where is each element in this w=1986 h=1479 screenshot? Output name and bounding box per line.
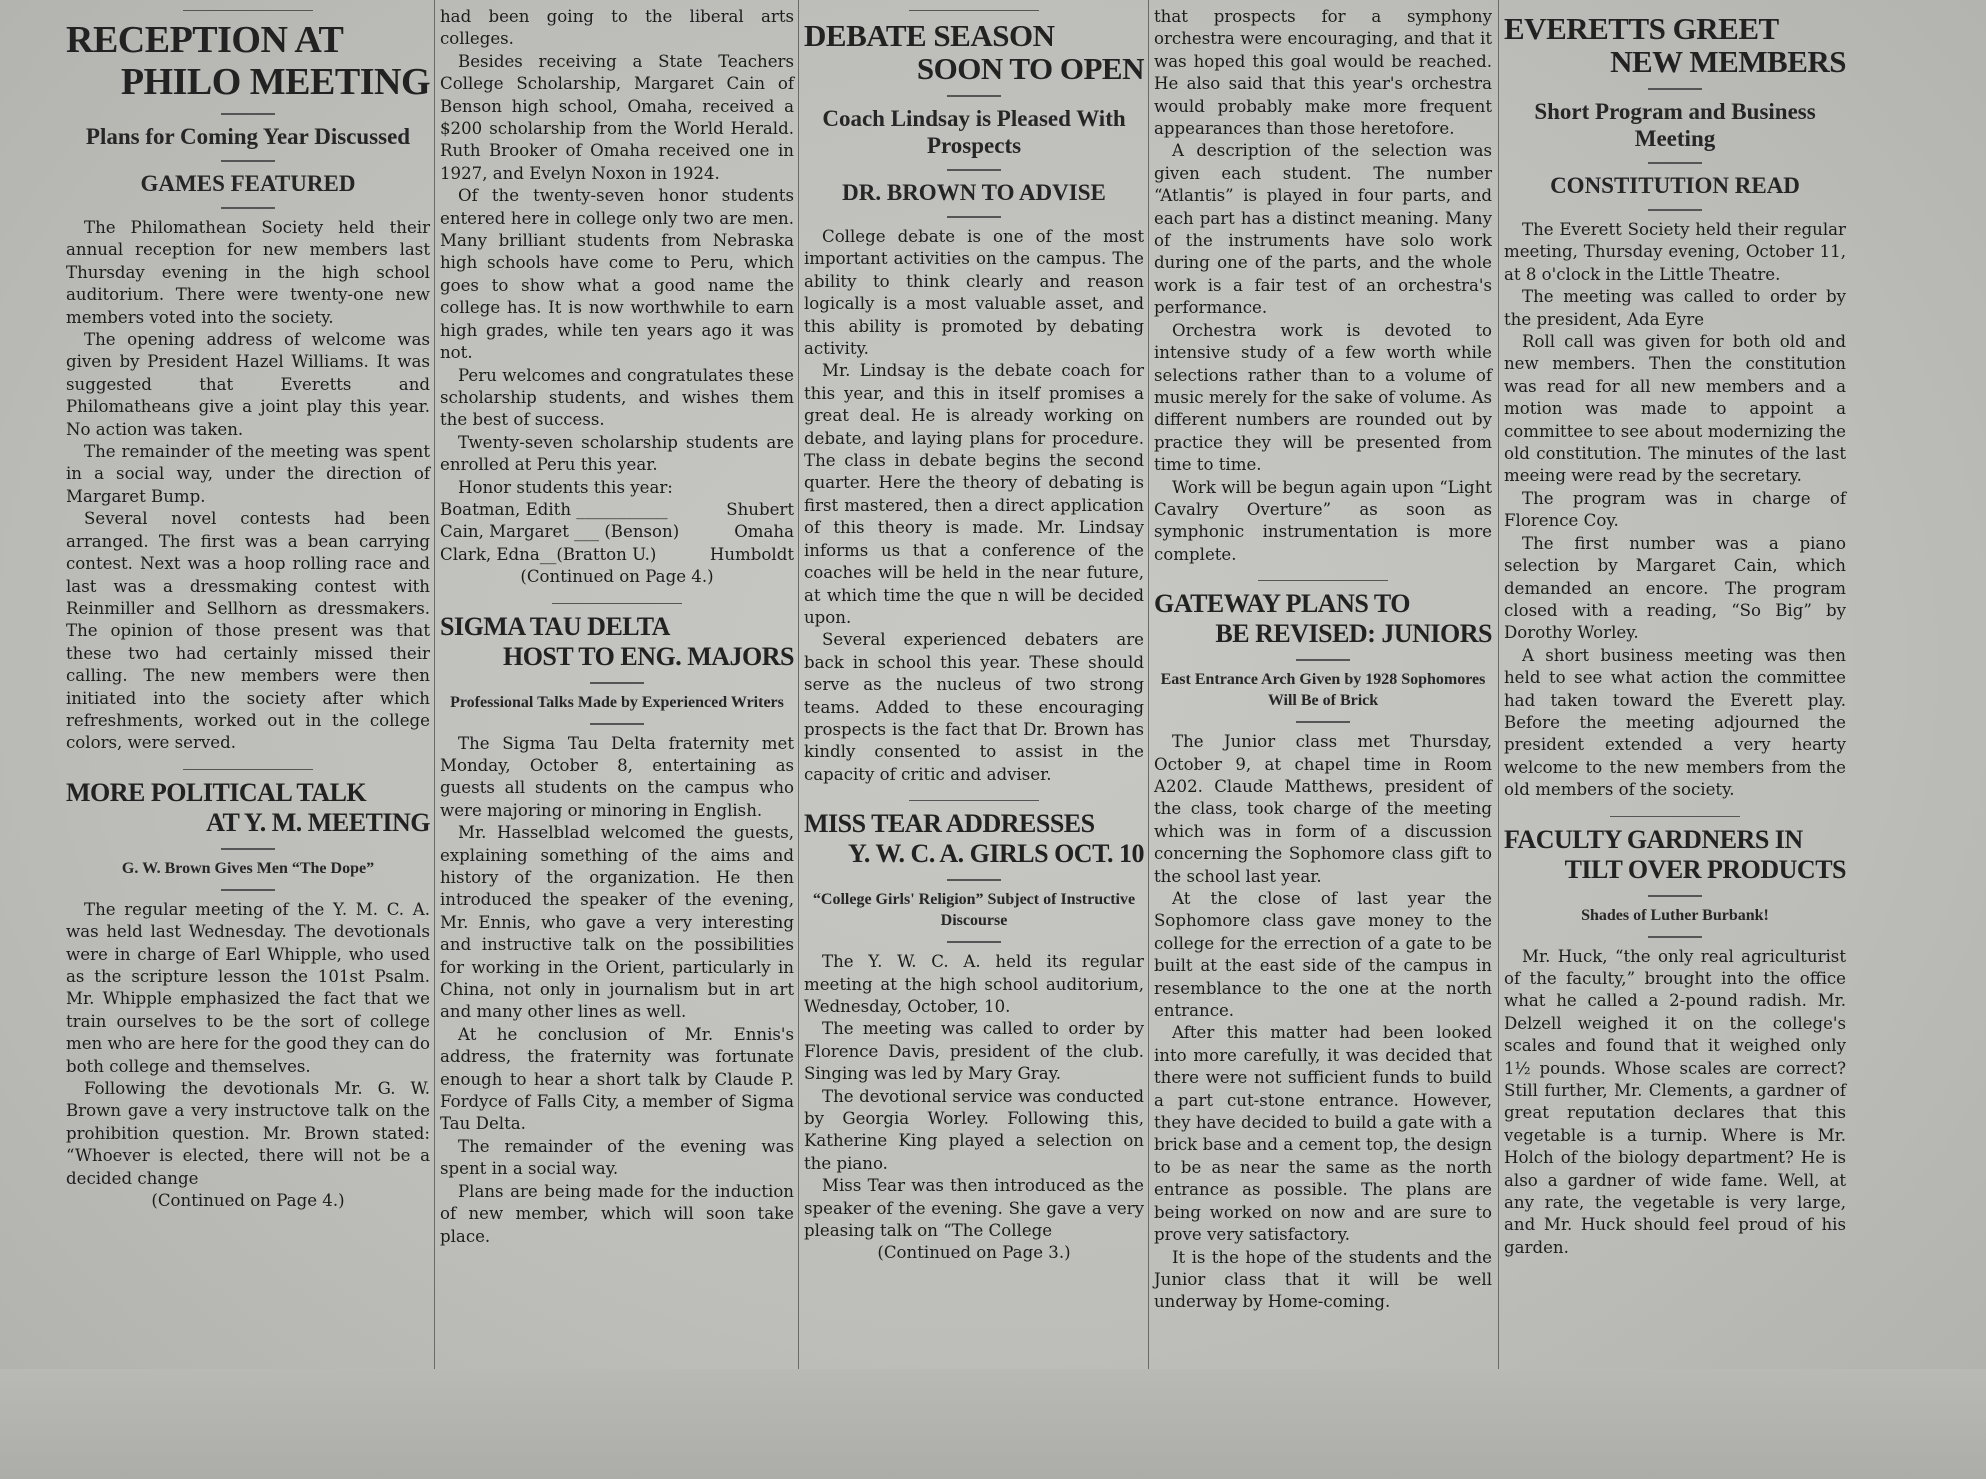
divider xyxy=(947,95,1001,97)
divider xyxy=(1648,936,1702,938)
honor-heading: Honor students this year: xyxy=(458,477,673,497)
honor-name: Cain, Margaret ___ (Benson) xyxy=(440,522,680,542)
article-paragraph: Besides receiving a State Teachers College Scholarship, Margaret Cain of Benson high school, Omaha, received a $200 scholarship from the World Herald. Ruth Brooker of Omaha received one in 1927, and Evelyn Noxon in 1924. xyxy=(440,51,794,183)
article-paragraph: Mr. Huck, “the only real agriculturist of the faculty,” brought into the office what he called a 2-pound radish. Mr. Delzell weighed it on the college's scales and found that it weighed only 1½ pounds. Whose scales are correct? Still further, Mr. Clements, a gardner of great reputation declares that this vegetable is a turnip. Where is Mr. Holch of the biology department? He is also a gardner of wide fame. Well, at any rate, the vegetable is very large, and Mr. Huck should feel proud of his garden. xyxy=(1504,946,1846,1257)
divider xyxy=(947,216,1001,218)
reception-headline xyxy=(66,19,430,103)
article-paragraph: The regular meeting of the Y. M. C. A. was held last Wednesday. The devotionals were in charge of Earl Whipple, who used as the scripture lesson the 101st Psalm. Mr. Whipple emphasized the fact that we train ourselves to be the sort of college men who are here for the good they can do both college and themselves. xyxy=(66,899,431,1076)
headline-line: SIGMA TAU DELTA xyxy=(440,611,670,641)
column-rule xyxy=(798,0,799,1374)
article-paragraph: It is the hope of the students and the Junior class that it will be well underway by Home-coming. xyxy=(1154,1247,1492,1312)
headline-line: RECEPTION AT xyxy=(66,19,344,61)
everett-headline xyxy=(1504,12,1846,78)
games-subhead: GAMES FEATURED xyxy=(140,171,356,196)
article-paragraph: Following the devotionals Mr. G. W. Brown gave a very instructove talk on the prohibition question. Mr. Brown stated: “Whoever is elected, there will not be a decided change xyxy=(66,1079,430,1188)
reception-subhead: Plans for Coming Year Discussed xyxy=(85,124,411,149)
honor-row xyxy=(440,544,794,566)
article-paragraph: Of the twenty-seven honor students entered here in college only two are men. Many brilliant students from Nebraska high schools have come to Peru, which goes to show what a good name the college has. It is now worthwhile to earn high grades, while ten years ago it was not. xyxy=(440,186,794,363)
article-paragraph: The devotional service was conducted by Georgia Worley. Following this, Katherine King played a selection on the piano. xyxy=(804,1086,1144,1173)
everett-subhead: Short Program and Business Meeting xyxy=(1534,99,1816,151)
column-rule xyxy=(1498,0,1499,1374)
column-5 xyxy=(1500,6,1850,1369)
article-paragraph: Roll call was given for both old and new members. Then the constitution was read for all new members and a motion was made to appoint a committee to see about modernizing the old constitution. The minutes of the last meeing were read by the secretary. xyxy=(1504,332,1846,486)
divider xyxy=(1648,209,1702,211)
article-paragraph: The Sigma Tau Delta fraternity met Monday, October 8, entertaining as guests all students on the campus who were majoring or minoring in English. xyxy=(440,733,794,820)
article-paragraph: The remainder of the evening was spent in a social way. xyxy=(440,1136,794,1179)
divider xyxy=(947,941,1001,943)
headline-line: SOON TO OPEN xyxy=(916,51,1144,86)
honor-town: Shubert xyxy=(726,499,794,519)
headline-line: PHILO MEETING xyxy=(120,61,430,103)
continued-note: (Continued on Page 4.) xyxy=(151,1191,345,1211)
article-paragraph: Plans are being made for the induction of new member, which will soon take place. xyxy=(440,1181,794,1246)
sigma-headline xyxy=(440,612,794,672)
article-paragraph: Miss Tear was then introduced as the speaker of the evening. She gave a very pleasing talk on “The College xyxy=(804,1176,1144,1241)
article-paragraph: The Y. W. C. A. held its regular meeting at the high school auditorium, Wednesday, October, 10. xyxy=(804,952,1144,1016)
divider xyxy=(221,113,275,115)
divider xyxy=(183,10,313,11)
article-paragraph: Orchestra work is devoted to intensive study of a few worth while selections rather than to a volume of music merely for the sake of volume. As different numbers are rounded out by practice they will be presented from time to time. xyxy=(1154,320,1492,475)
article-paragraph: The remainder of the meeting was spent in a social way, under the direction of Margaret Bump. xyxy=(66,442,430,506)
article-paragraph: The opening address of welcome was given by President Hazel Williams. It was suggested that Everetts and Philomatheans give a joint play this year. No action was taken. xyxy=(66,330,430,439)
article-paragraph: At he conclusion of Mr. Ennis's address, the fraternity was fortunate enough to hear a short talk by Claude P. Fordyce of Falls City, a member of Sigma Tau Delta. xyxy=(440,1024,794,1134)
honor-town: Omaha xyxy=(734,522,794,542)
gateway-headline xyxy=(1154,589,1492,649)
honor-name: Clark, Edna__(Bratton U.) xyxy=(440,544,657,564)
honor-row xyxy=(440,521,794,543)
column-1 xyxy=(62,6,434,1369)
divider xyxy=(1296,659,1350,661)
garden-subhead: Shades of Luther Burbank! xyxy=(1581,906,1769,924)
article-paragraph: After this matter had been looked into more carefully, it was decided that there were not sufficient funds to build a part cut-stone entrance. However, they have decided to build a gate with a brick base and a cement top, the design to be as near the same as the north entrance as possible. The plans are being worked on now and are sure to prove very satisfactory. xyxy=(1154,1023,1492,1245)
divider xyxy=(183,769,313,770)
divider xyxy=(1648,162,1702,164)
column-4 xyxy=(1150,6,1496,1369)
debate-subhead-2: DR. BROWN TO ADVISE xyxy=(842,180,1106,205)
headline-line: EVERETTS GREET xyxy=(1504,11,1779,46)
divider xyxy=(552,603,682,604)
divider xyxy=(590,682,644,684)
article-paragraph: At the close of last year the Sophomore class gave money to the college for the errection of a gate to be built at the east side of the campus in resemblance to the one at the north entrance. xyxy=(1154,889,1492,1021)
column-rule xyxy=(1148,0,1149,1374)
continued-note: (Continued on Page 4.) xyxy=(520,567,714,587)
headline-line: FACULTY GARDNERS IN xyxy=(1504,824,1803,854)
divider xyxy=(1258,580,1388,581)
article-paragraph: The first number was a piano selection by Margaret Cain, which demanded an encore. The program closed with a reading, “So Big” by Dorothy Worley. xyxy=(1504,533,1846,643)
ywca-headline xyxy=(804,809,1144,869)
article-paragraph: Twenty-seven scholarship students are enrolled at Peru this year. xyxy=(440,432,794,475)
article-paragraph: Mr. Hasselblad welcomed the guests, explaining something of the aims and history of the organization. He then introduced the speaker of the evening, Mr. Ennis, who gave a very interesting and instructive talk on the possibilities for working in the Orient, particularly in China, not only in journalism but in art and many other lines as well. xyxy=(440,823,794,1022)
everett-subhead-2: CONSTITUTION READ xyxy=(1550,173,1800,198)
column-3 xyxy=(800,6,1148,1369)
article-paragraph: The program was in charge of Florence Coy. xyxy=(1504,488,1846,531)
column-rule xyxy=(434,0,435,1374)
article-paragraph: Peru welcomes and congratulates these scholarship students, and wishes them the best of success. xyxy=(440,365,794,430)
headline-line: Y. W. C. A. GIRLS OCT. 10 xyxy=(848,839,1144,869)
sigma-subhead: Professional Talks Made by Experienced Writers xyxy=(450,693,784,711)
article-paragraph: Several experienced debaters are back in school this year. These should serve as the nucleus of two strong teams. Added to these encouraging prospects is the fact that Dr. Brown has kindly consented to assist in the capacity of critic and adviser. xyxy=(804,630,1144,784)
article-paragraph: The Philomathean Society held their annual reception for new members last Thursday evening in the high school auditorium. There were twenty-one new members voted into the society. xyxy=(66,218,430,327)
headline-line: HOST TO ENG. MAJORS xyxy=(502,641,794,671)
divider xyxy=(909,10,1039,11)
divider xyxy=(221,207,275,209)
article-paragraph: that prospects for a symphony orchestra were encouraging, and that it was hoped this goal would be reached. He also said that this year's orchestra would probably make more frequent appearances than those heretofore. xyxy=(1154,7,1492,139)
article-paragraph: The meeting was called to order by the president, Ada Eyre xyxy=(1504,287,1846,329)
divider xyxy=(221,889,275,891)
ywca-subhead: “College Girls' Religion” Subject of Instructive Discourse xyxy=(812,891,1136,930)
debate-subhead: Coach Lindsay is Pleased With Prospects xyxy=(822,106,1126,158)
honor-row xyxy=(440,499,794,521)
article-paragraph: The Junior class met Thursday, October 9, at chapel time in Room A202. Claude Matthews, president of the class, took charge of the meeting which was in form of a discussion concerning the Sophomore class gift to the school last year. xyxy=(1154,732,1492,886)
divider xyxy=(1648,895,1702,897)
political-headline xyxy=(66,778,430,838)
article-paragraph: had been going to the liberal arts colleges. xyxy=(440,7,794,49)
divider xyxy=(590,723,644,725)
gateway-subhead: East Entrance Arch Given by 1928 Sophomores Will Be of Brick xyxy=(1160,671,1486,710)
article-paragraph: College debate is one of the most important activities on the campus. The ability to think clearly and reason logically is a most valuable asset, and this ability is promoted by debating activity. xyxy=(804,227,1144,359)
honor-town: Humboldt xyxy=(709,544,794,564)
page-margin xyxy=(0,1369,1986,1479)
divider xyxy=(221,848,275,850)
divider xyxy=(947,879,1001,881)
article-paragraph: Work will be begun again upon “Light Cavalry Overture” as soon as symphonic instrumentation is more complete. xyxy=(1154,477,1492,564)
continued-note: (Continued on Page 3.) xyxy=(877,1243,1071,1263)
garden-headline xyxy=(1504,825,1846,885)
article-paragraph: The meeting was called to order by Florence Davis, president of the club. Singing was led by Mary Gray. xyxy=(804,1019,1144,1084)
article-paragraph: Several novel contests had been arranged. The first was a bean carrying contest. Next was a hoop rolling race and last was a dressmaking contest with Reinmiller and Sellhorn as dressmakers. The opinion of those present was that these two had certainly missed their calling. The new members were then initiated into the society after which refreshments, worked out in the college colors, were served. xyxy=(66,509,430,753)
headline-line: MORE POLITICAL TALK xyxy=(66,777,367,807)
headline-line: NEW MEMBERS xyxy=(1610,44,1846,79)
article-paragraph: Mr. Lindsay is the debate coach for this year, and this in itself promises a great deal. He is already working on debate, and laying plans for procedure. The class in debate begins the second quarter. Here the theory of debating is first mastered, then a direct application of this theory is made. Mr. Lindsay informs us that a conference of the coaches will be held in the near future, at which time the que n will be decided upon. xyxy=(804,361,1144,627)
divider xyxy=(1648,88,1702,90)
divider xyxy=(221,160,275,162)
honor-name: Boatman, Edith ___________ xyxy=(440,499,668,519)
political-subhead: G. W. Brown Gives Men “The Dope” xyxy=(121,859,375,877)
divider xyxy=(947,169,1001,171)
headline-line: BE REVISED: JUNIORS xyxy=(1215,619,1492,649)
divider xyxy=(1296,721,1350,723)
divider xyxy=(909,800,1039,801)
headline-line: DEBATE SEASON xyxy=(804,18,1055,53)
article-paragraph: A description of the selection was given each student. The number “Atlantis” is played in four parts, and each part has a distinct meaning. Many of the instruments have solo work during one of the parts, and the whole work is a fair test of an orchestra's performance. xyxy=(1154,141,1492,318)
divider xyxy=(1610,816,1740,817)
headline-line: MISS TEAR ADDRESSES xyxy=(804,809,1095,839)
headline-line: GATEWAY PLANS TO xyxy=(1154,589,1410,619)
article-paragraph: A short business meeting was then held to see what action the committee had taken toward the Everett play. Before the meeting adjourned the president extended a very hearty welcome to the new members from the old members of the society. xyxy=(1504,645,1846,800)
debate-headline xyxy=(804,19,1144,85)
headline-line: AT Y. M. MEETING xyxy=(206,807,430,837)
column-2 xyxy=(436,6,798,1369)
headline-line: TILT OVER PRODUCTS xyxy=(1564,854,1846,884)
article-paragraph: The Everett Society held their regular meeting, Thursday evening, October 11, at 8 o'clock in the Little Theatre. xyxy=(1504,220,1846,284)
